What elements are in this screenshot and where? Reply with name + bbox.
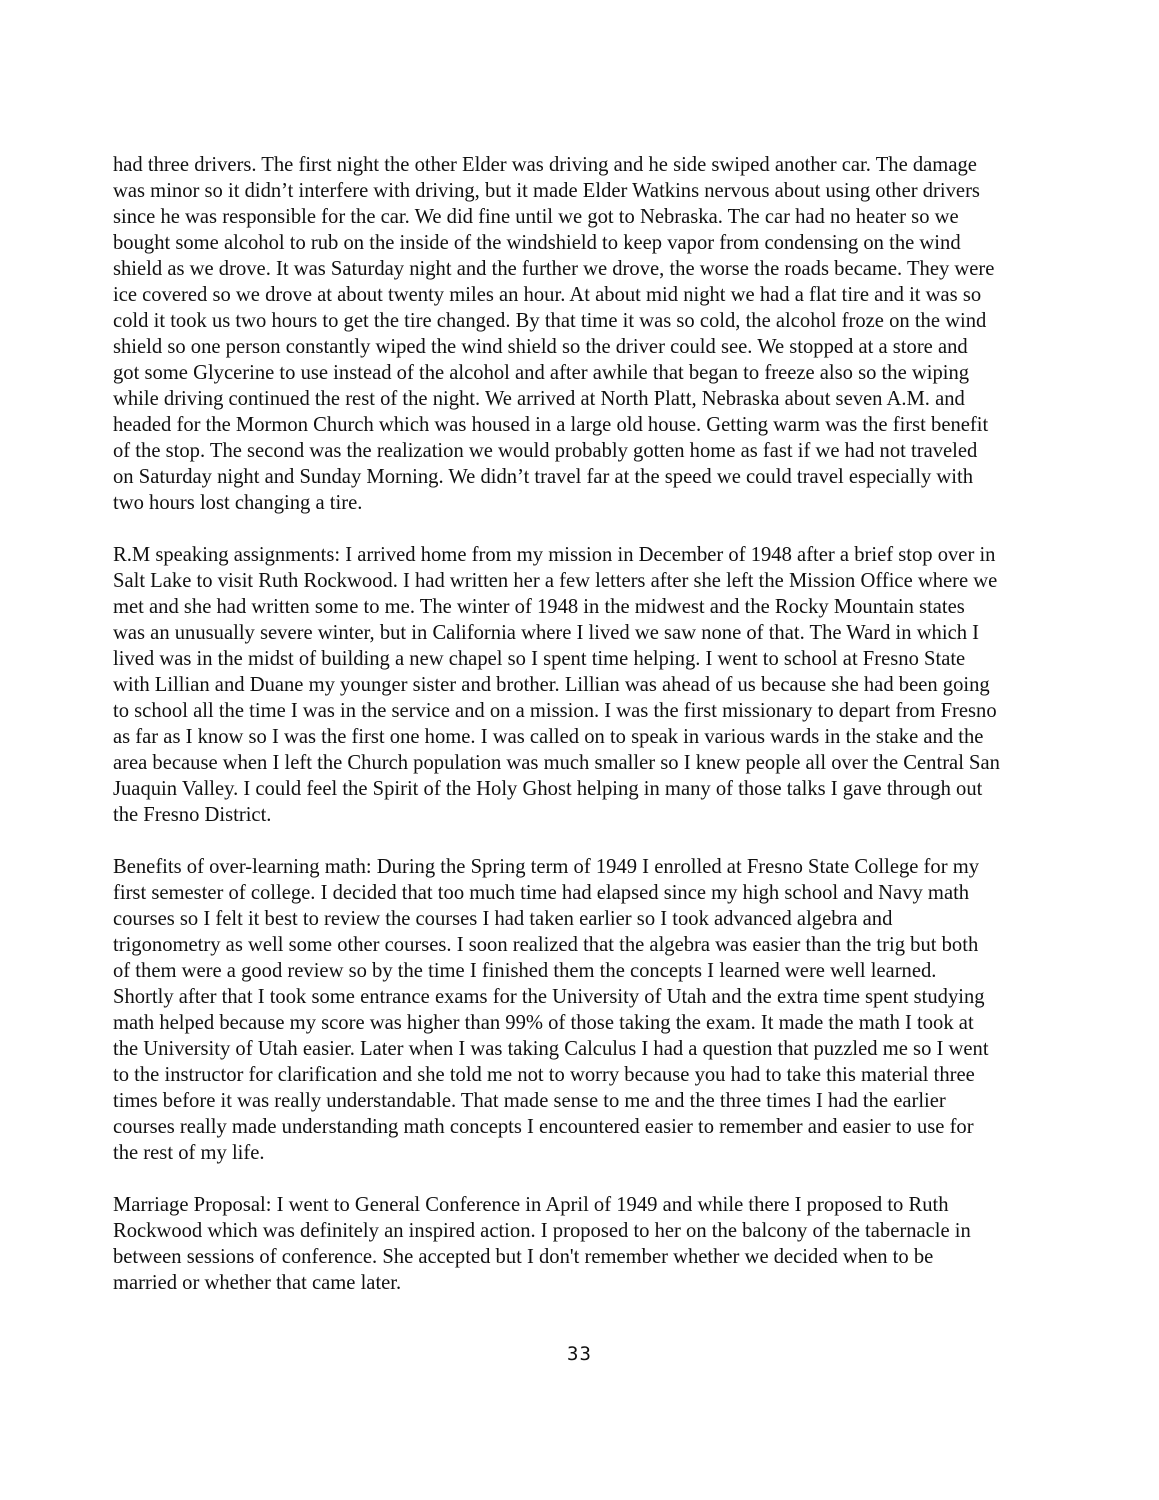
paragraph-speaking-assignments: R.M speaking assignments: I arrived home from my mission in December of 1948 after a brief stop over in Salt Lake to visit Ruth Rockwood. I had written her a few letters after she left the Mission Office where we met and she had written some to me. The winter of 1948 in the midwest and the Rocky Mountain states was an unusually severe winter, but in California where I lived we saw none of that. The Ward in which I lived was in the midst of building a new chapel so I spent time helping. I went to school at Fresno State with Lillian and Duane my younger sister and brother. Lillian was ahead of us because she had been going to school all the time I was in the service and on a mission. I was the first missionary to depart from Fresno as far as I know so I was the first one home. I was called on to speak in various wards in the stake and the area because when I left the Church population was much smaller so I knew people all over the Central San Juaquin Valley. I could feel the Spirit of the Holy Ghost helping in many of those talks I gave through out the Fresno District. [113, 544, 1000, 826]
page-body [113, 152, 1098, 1296]
paragraph-over-learning-math: Benefits of over-learning math: During the Spring term of 1949 I enrolled at Fresno State College for my first semester of college. I decided that too much time had elapsed since my high school and Navy math courses so I felt it best to review the courses I had taken earlier so I took advanced algebra and trigonometry as well some other courses. I soon realized that the algebra was easier than the trig but both of them were a good review so by the time I finished them the concepts I learned were well learned. Shortly after that I took some entrance exams for the University of Utah and the extra time spent studying math helped because my score was higher than 99% of those taking the exam. It made the math I took at the University of Utah easier. Later when I was taking Calculus I had a question that puzzled me so I went to the instructor for clarification and she told me not to worry because you had to take this material three times before it was really understandable. That made sense to me and the three times I had the earlier courses really made understanding math concepts I encountered easier to remember and easier to use for the rest of my life. [113, 856, 989, 1164]
paragraph-road-trip: had three drivers. The first night the other Elder was driving and he side swiped another car. The damage was minor so it didn’t interfere with driving, but it made Elder Watkins nervous about using other drivers since he was responsible for the car. We did fine until we got to Nebraska. The car had no heater so we bought some alcohol to rub on the inside of the windshield to keep vapor from condensing on the wind shield as we drove. It was Saturday night and the further we drove, the worse the roads became. They were ice covered so we drove at about twenty miles an hour. At about mid night we had a flat tire and it was so cold it took us two hours to get the tire changed. By that time it was so cold, the alcohol froze on the wind shield so one person constantly wiped the wind shield so the driver could see. We stopped at a store and got some Glycerine to use instead of the alcohol and after awhile that began to freeze also so the wiping while driving continued the rest of the night. We arrived at North Platt, Nebraska about seven A.M. and headed for the Mormon Church which was housed in a large old house. Getting warm was the first benefit of the stop. The second was the realization we would probably gotten home as fast if we had not traveled on Saturday night and Sunday Morning. We didn’t travel far at the speed we could travel especially with two hours lost changing a tire. [113, 154, 995, 514]
paragraph-marriage-proposal: Marriage Proposal: I went to General Conference in April of 1949 and while there I proposed to Ruth Rockwood which was definitely an inspired action. I proposed to her on the balcony of the tabernacle in between sessions of conference. She accepted but I don't remember whether we decided when to be married or whether that came later. [113, 1194, 971, 1294]
page-number: 33 [567, 1343, 592, 1365]
